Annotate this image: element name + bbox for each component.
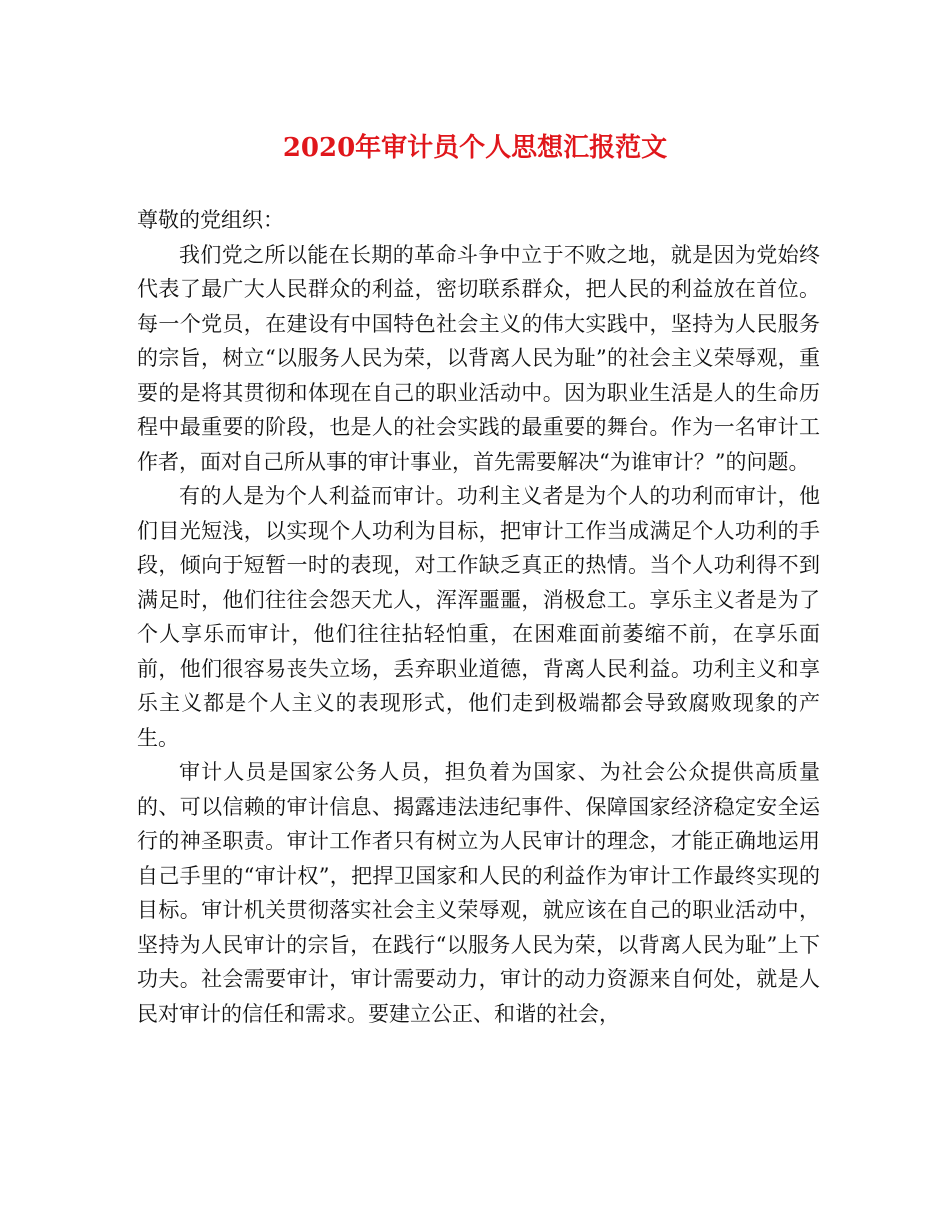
salutation: 尊敬的党组织：	[137, 208, 284, 232]
document-body	[137, 203, 820, 1031]
document-title: 2020年审计员个人思想汇报范文	[282, 133, 668, 163]
paragraph-3: 审计人员是国家公务人员，担负着为国家、为社会公众提供高质量的、可以信赖的审计信息、揭露违法违纪事件、保障国家经济稳定安全运行的神圣职责。审计工作者只有树立为人民审计的理念，才能正确地运用自己手里的“审计权”，把捍卫国家和人民的利益作为审计工作最终实现的目标。审计机关贯彻落实社会主义荣辱观，就应该在自己的职业活动中，坚持为人民审计的宗旨，在践行“以服务人民为荣，以背离人民为耻”上下功夫。社会需要审计，审计需要动力，审计的动力资源来自何处，就是人民对审计的信任和需求。要建立公正、和谐的社会，	[137, 760, 820, 1026]
paragraph-2: 有的人是为个人利益而审计。功利主义者是为个人的功利而审计，他们目光短浅，以实现个人功利为目标，把审计工作当成满足个人功利的手段，倾向于短暂一时的表现，对工作缺乏真正的热情。当个人功利得不到满足时，他们往往会怨天尤人，浑浑噩噩，消极怠工。享乐主义者是为了个人享乐而审计，他们往往拈轻怕重，在困难面前萎缩不前，在享乐面前，他们很容易丧失立场，丢弃职业道德，背离人民利益。功利主义和享乐主义都是个人主义的表现形式，他们走到极端都会导致腐败现象的产生。	[137, 484, 820, 750]
paragraph-1: 我们党之所以能在长期的革命斗争中立于不败之地，就是因为党始终代表了最广大人民群众的利益，密切联系群众，把人民的利益放在首位。每一个党员，在建设有中国特色社会主义的伟大实践中，坚持为人民服务的宗旨，树立“以服务人民为荣，以背离人民为耻”的社会主义荣辱观，重要的是将其贯彻和体现在自己的职业活动中。因为职业生活是人的生命历程中最重要的阶段，也是人的社会实践的最重要的舞台。作为一名审计工作者，面对自己所从事的审计事业，首先需要解决“为谁审计？”的问题。	[137, 242, 820, 474]
